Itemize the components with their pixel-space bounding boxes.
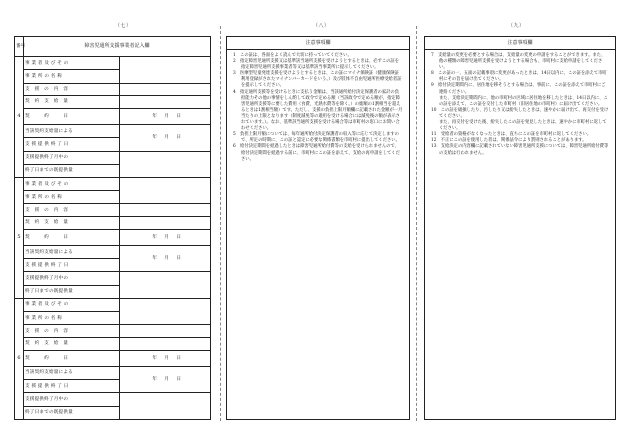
contract-amount-value[interactable] — [120, 337, 211, 350]
date-unit-label: 日 — [176, 377, 181, 383]
notes-title-right: 注意事項欄 — [425, 37, 615, 50]
fold-divider-left — [220, 26, 221, 421]
date-unit-label: 月 — [164, 135, 169, 141]
notes-title-middle: 注意事項欄 — [227, 37, 409, 50]
service-end-date-value[interactable] — [120, 125, 211, 151]
notes-panel-middle — [226, 36, 410, 420]
field-label: 契 約 支 給 量 — [24, 96, 120, 109]
date-unit-label: 年 — [152, 113, 157, 119]
note-item: 1 この証は、各面をよく読んで大切に持っていてください。 — [233, 53, 352, 58]
field-label: 支 援 提 供 終 了 日 — [24, 380, 120, 393]
field-label: 事 業 者 及 び そ の — [24, 57, 120, 70]
field-label: 当該契約支給量による — [24, 125, 120, 138]
field-label: 契 約 日 — [24, 350, 120, 366]
service-end-date-value[interactable] — [120, 246, 211, 272]
date-unit-label: 年 — [152, 256, 157, 262]
notes-panel-right — [424, 36, 616, 420]
page-label-middle: （八） — [313, 23, 330, 29]
group-number: 4 — [15, 57, 24, 178]
date-unit-label: 月 — [164, 113, 169, 119]
contract-date-value[interactable] — [120, 229, 211, 245]
date-unit-label: 日 — [176, 234, 181, 240]
field-label: 支 援 提 供 終 了 日 — [24, 138, 120, 151]
provider-record-table — [14, 36, 210, 420]
service-end-date-value[interactable] — [120, 366, 211, 392]
field-label: 事 業 者 及 び そ の — [24, 298, 120, 311]
field-label: 支援提供終了月中の — [24, 151, 120, 164]
note-item: 8 この証の一、五面の記載事項に変更があったときは、14日以内に、この証を添えて市町村にその旨を届け出てください。 — [431, 71, 607, 83]
page-label-left: （七） — [115, 23, 132, 29]
date-unit-label: 年 — [152, 135, 157, 141]
note-item: 4 指定通所支援等を受けるときに支払う金額は、当該通所給付決定保護者の家計の負担能力その他の事情をしん酌して政令で定める額（当該政令で定める額が、指定障害児通所支援等に要した費用（食費、光熱水費等を除く。）の総額の1割相当を超えるときは1割相当額）です。ただし、支援の負担上限月額欄に記載された金額が一月当たりの上限となります（制度減免等の適用を受ける場合には減免後の額が表示されています。）。なお、基準該当通所支援を受ける場合等は市町村の窓口にお問い合わせください。 — [233, 89, 403, 132]
date-unit-label: 年 — [152, 377, 157, 383]
note-item: 13 支給決定の内容欄に記載されていない障害児通所支援については、障害児通所給付費等の支給は行われません。 — [431, 144, 609, 156]
field-label: 支 援 の 内 容 — [24, 204, 120, 217]
fold-divider-right — [416, 26, 417, 421]
field-label: 事 業 所 の 名 称 — [24, 191, 120, 204]
date-unit-label: 日 — [176, 135, 181, 141]
provider-name-value[interactable] — [120, 57, 211, 83]
field-label: 当該契約支給量による — [24, 246, 120, 259]
date-unit-label: 年 — [152, 234, 157, 240]
note-item: 3 医療型児童発達支援を受けようとするときは、この証にマイナ保険証（健康保険証利用登録がされたマイナンバーカードをいう。）及び肢体不自由児通所医療受給者証を提示してください。 — [233, 71, 402, 89]
note-item: 6 給付決定期間を経過したときは障害児通所給付費等の支給を受けられませんので、給付決定期間を経過する前に、市町村にこの証を添えて、支給の再申請をしてください。 — [233, 144, 400, 162]
notes-list-middle — [233, 53, 403, 163]
contract-amount-value[interactable] — [120, 217, 211, 230]
service-content-value[interactable] — [120, 204, 211, 217]
field-label: 終了日までの既提供量 — [24, 164, 120, 177]
field-label: 支 援 の 内 容 — [24, 325, 120, 338]
field-label: 事 業 所 の 名 称 — [24, 70, 120, 83]
field-label: 終了日までの既提供量 — [24, 285, 120, 298]
note-item: また、再交付を受けた後、紛失したこの証を発見したときは、速やかに市町村に返してください。 — [439, 120, 607, 132]
date-unit-label: 年 — [152, 355, 157, 361]
field-label: 終了日までの既提供量 — [24, 406, 120, 419]
note-item: 7 支給量の変更を必要とする場合は、支給量の変更の申請をすることができます。また、他の種類の障害児通所支援を受けようとする場合も、市町村に支給申請をしてください。 — [431, 53, 606, 71]
field-label: 契 約 支 給 量 — [24, 217, 120, 230]
contract-date-value[interactable] — [120, 108, 211, 124]
provided-amount-value[interactable] — [120, 272, 211, 298]
field-label: 事 業 所 の 名 称 — [24, 312, 120, 325]
notes-list-right — [431, 53, 609, 157]
contract-date-value[interactable] — [120, 350, 211, 366]
date-unit-label: 日 — [176, 256, 181, 262]
note-item: 12 不正にこの証を使用した者は、関係法令により罰則されることがあります。 — [431, 138, 587, 144]
field-label: 契 約 支 給 量 — [24, 337, 120, 350]
note-item: 11 受給者の資格がなくなったときは、直ちにこの証を市町村に返してください。 — [431, 132, 592, 138]
field-label: 支 援 提 供 終 了 日 — [24, 259, 120, 272]
provided-amount-value[interactable] — [120, 151, 211, 177]
provider-name-value[interactable] — [120, 178, 211, 204]
note-item: 10 この証を破損したり、汚したり又は紛失したときは、速やかに届け出て、再交付を受けてください。 — [431, 107, 609, 119]
page-label-right: （九） — [508, 23, 525, 29]
field-label: 事 業 者 及 び そ の — [24, 178, 120, 191]
date-unit-label: 月 — [164, 355, 169, 361]
date-unit-label: 月 — [164, 234, 169, 240]
provided-amount-value[interactable] — [120, 393, 211, 420]
field-label: 支 援 の 内 容 — [24, 83, 120, 96]
field-label: 支援提供終了月中の — [24, 272, 120, 285]
note-item: 2 指定障害児通所支援又は基準該当通所支援を受けようとするときは、必ずこの証を指定障害児通所支援事業者等又は基準該当事業所に提示してください。 — [233, 59, 400, 71]
field-label: 契 約 日 — [24, 108, 120, 124]
date-unit-label: 月 — [164, 377, 169, 383]
field-label: 支援提供終了月中の — [24, 393, 120, 406]
group-number: 6 — [15, 298, 24, 419]
date-unit-label: 日 — [176, 113, 181, 119]
date-unit-label: 月 — [164, 256, 169, 262]
field-label: 契 約 日 — [24, 229, 120, 245]
date-unit-label: 日 — [176, 355, 181, 361]
note-item: また、支給決定期間内に、他の市町村の区域に居住地を移したときは、14日以内に、この証を添えて、この証を交付した市町村（旧居住地の市町村）に届け出てください。 — [439, 95, 608, 107]
provider-name-value[interactable] — [120, 298, 211, 324]
note-item: 5 負担上限月額については、毎年通所給付決定保護者の収入等に応じて決定しますので、所定の時期に、この証と認定に必要な関係書類を市町村に提出してください。 — [233, 132, 400, 144]
note-item: 9 給付決定期間内に、居住地を移そうとする場合は、事前に、この証を添えて市町村にご連絡ください。 — [431, 83, 606, 95]
record-table — [14, 36, 211, 420]
service-content-value[interactable] — [120, 325, 211, 338]
service-content-value[interactable] — [120, 83, 211, 96]
field-label: 当該契約支給量による — [24, 366, 120, 379]
contract-amount-value[interactable] — [120, 96, 211, 109]
header-number: 番号 — [15, 37, 24, 57]
header-title: 障害児通所支援事業者記入欄 — [24, 37, 211, 57]
group-number: 5 — [15, 178, 24, 299]
